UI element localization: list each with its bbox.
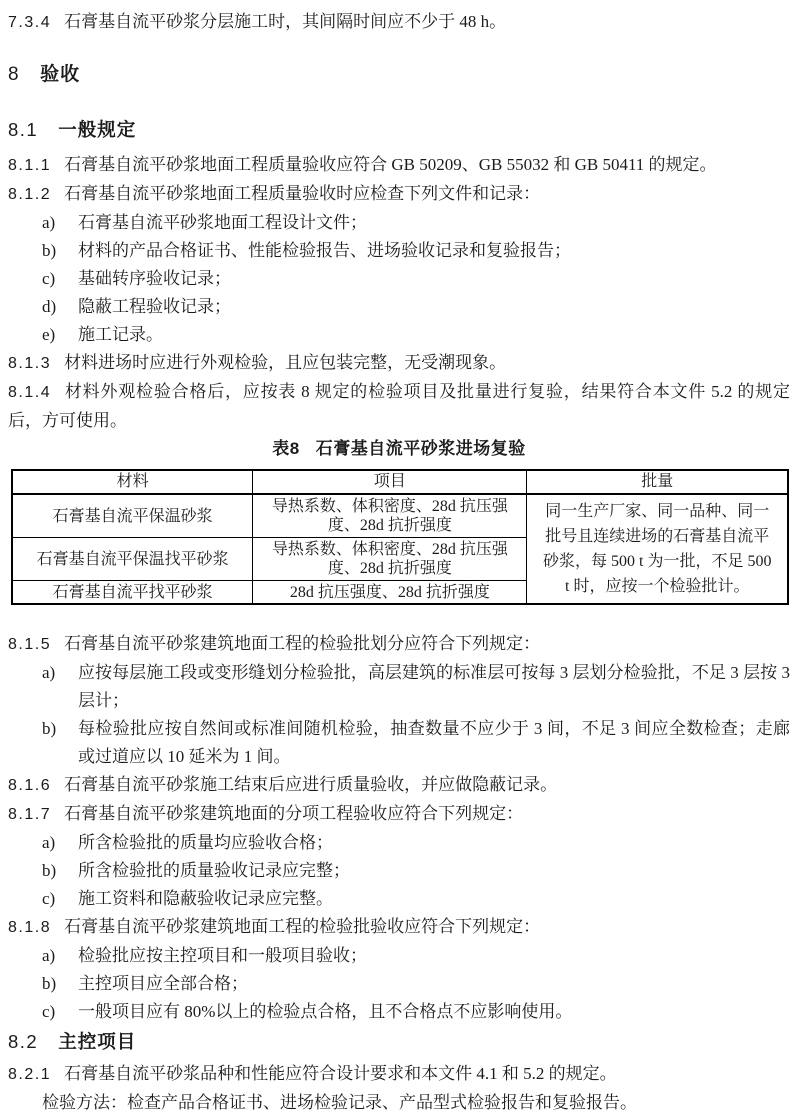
list-item-b — [8, 237, 790, 265]
inspection-method-line — [8, 1089, 790, 1117]
list-item-b — [8, 857, 790, 885]
item-marker: a) — [42, 663, 56, 682]
table-header-row — [12, 470, 788, 494]
clause-text: 石膏基自流平砂浆分层施工时，其间隔时间应不少于 48 h。 — [64, 12, 507, 31]
header-item: 项目 — [253, 470, 527, 494]
item-marker: d) — [42, 297, 57, 316]
clause-8-1-7 — [8, 800, 790, 829]
list-item-c — [8, 885, 790, 913]
item-marker: b) — [42, 974, 57, 993]
item-marker: b) — [42, 241, 57, 260]
list-item-e — [8, 321, 790, 349]
item-text: 主控项目应全部合格； — [78, 974, 248, 993]
list-item-d — [8, 293, 790, 321]
clause-number: 8.1.6 — [8, 777, 52, 794]
clause-text: 材料进场时应进行外观检验，且应包装完整，无受潮现象。 — [64, 353, 507, 372]
section-number: 8.1 — [8, 119, 39, 140]
item-text: 每检验批应按自然间或标准间随机检验，抽查数量不应少于 3 间，不足 3 间应全数检查；走廊或过道应以 10 延米为 1 间。 — [78, 719, 790, 766]
item-marker: a) — [42, 946, 56, 965]
section-title: 验收 — [40, 64, 81, 85]
item-marker: b) — [42, 861, 57, 880]
cell-batch: 同一生产厂家、同一品种、同一批号且连续进场的石膏基自流平砂浆，每 500 t 为一批，不足 500 t 时，应按一个检验批计。 — [527, 494, 788, 604]
cell-item: 导热系数、体积密度、28d 抗压强度、28d 抗折强度 — [253, 538, 527, 581]
header-batch: 批量 — [527, 470, 788, 494]
clause-text: 石膏基自流平砂浆建筑地面工程的检验批验收应符合下列规定： — [64, 917, 541, 936]
item-marker: a) — [42, 833, 56, 852]
list-item-a — [8, 659, 790, 715]
method-text: 检验方法：检查产品合格证书、进场检验记录、产品型式检验报告和复验报告。 — [42, 1093, 637, 1112]
cell-material: 石膏基自流平保温找平砂浆 — [12, 538, 253, 581]
table-name: 石膏基自流平砂浆进场复验 — [315, 439, 526, 458]
table-8 — [11, 469, 789, 605]
item-text: 隐蔽工程验收记录； — [78, 297, 231, 316]
list-item-b — [8, 970, 790, 998]
clause-number: 8.1.7 — [8, 806, 52, 823]
clause-text: 石膏基自流平砂浆建筑地面的分项工程验收应符合下列规定： — [64, 804, 524, 823]
item-marker: a) — [42, 213, 56, 232]
clause-number: 8.1.8 — [8, 919, 52, 936]
item-text: 施工记录。 — [78, 325, 163, 344]
section-title: 一般规定 — [58, 119, 137, 140]
item-marker: c) — [42, 1002, 56, 1021]
clause-number: 8.2.1 — [8, 1066, 52, 1083]
clause-number: 8.1.3 — [8, 355, 52, 372]
item-text: 石膏基自流平砂浆地面工程设计文件； — [78, 213, 367, 232]
clause-number: 8.1.5 — [8, 636, 52, 653]
clause-8-1-4 — [8, 378, 790, 435]
clause-text: 材料外观检验合格后，应按表 8 规定的检验项目及批量进行复验，结果符合本文件 5.2 的规定后，方可使用。 — [8, 382, 790, 430]
item-text: 应按每层施工段或变形缝划分检验批，高层建筑的标准层可按每 3 层划分检验批，不足 3 层按 3 层计； — [78, 663, 790, 710]
clause-text: 石膏基自流平砂浆地面工程质量验收时应检查下列文件和记录： — [64, 184, 541, 203]
section-title: 主控项目 — [58, 1031, 137, 1052]
clause-number: 8.1.2 — [8, 186, 52, 203]
item-text: 材料的产品合格证书、性能检验报告、进场验收记录和复验报告； — [78, 241, 571, 260]
clause-number: 8.1.1 — [8, 157, 52, 174]
clause-number: 8.1.4 — [8, 384, 52, 401]
clause-8-1-6 — [8, 771, 790, 800]
table-row — [12, 494, 788, 538]
table-8-caption — [8, 435, 790, 463]
item-text: 施工资料和隐蔽验收记录应完整。 — [78, 889, 333, 908]
table-label: 表8 — [272, 439, 300, 458]
list-item-c — [8, 998, 790, 1026]
header-material: 材料 — [12, 470, 253, 494]
list-item-a — [8, 209, 790, 237]
cell-material: 石膏基自流平找平砂浆 — [12, 581, 253, 605]
item-text: 所含检验批的质量均应验收合格； — [78, 833, 333, 852]
item-text: 所含检验批的质量验收记录应完整； — [78, 861, 350, 880]
clause-8-1-8 — [8, 913, 790, 942]
clause-number: 7.3.4 — [8, 14, 52, 31]
cell-item: 导热系数、体积密度、28d 抗压强度、28d 抗折强度 — [253, 494, 527, 538]
section-number: 8.2 — [8, 1031, 39, 1052]
cell-material: 石膏基自流平保温砂浆 — [12, 494, 253, 538]
clause-8-1-3 — [8, 349, 790, 378]
clause-text: 石膏基自流平砂浆施工结束后应进行质量验收，并应做隐蔽记录。 — [64, 775, 558, 794]
section-heading-8-2 — [8, 1028, 790, 1056]
item-marker: e) — [42, 325, 56, 344]
clause-text: 石膏基自流平砂浆地面工程质量验收应符合 GB 50209、GB 55032 和 GB 50411 的规定。 — [64, 155, 717, 174]
clause-8-1-2 — [8, 180, 790, 209]
clause-7-3-4 — [8, 8, 790, 37]
clause-text: 石膏基自流平砂浆建筑地面工程的检验批划分应符合下列规定： — [64, 634, 541, 653]
section-number: 8 — [8, 64, 21, 85]
section-heading-8 — [8, 61, 790, 89]
list-item-b — [8, 715, 790, 771]
item-marker: b) — [42, 719, 57, 738]
cell-item: 28d 抗压强度、28d 抗折强度 — [253, 581, 527, 605]
list-item-c — [8, 265, 790, 293]
clause-8-1-5 — [8, 630, 790, 659]
item-marker: c) — [42, 269, 56, 288]
item-text: 一般项目应有 80%以上的检验点合格，且不合格点不应影响使用。 — [78, 1002, 573, 1021]
clause-8-1-1 — [8, 151, 790, 180]
clause-text: 石膏基自流平砂浆品种和性能应符合设计要求和本文件 4.1 和 5.2 的规定。 — [64, 1064, 617, 1083]
item-text: 基础转序验收记录； — [78, 269, 231, 288]
item-marker: c) — [42, 889, 56, 908]
item-text: 检验批应按主控项目和一般项目验收； — [78, 946, 367, 965]
list-item-a — [8, 942, 790, 970]
clause-8-2-1 — [8, 1060, 790, 1089]
section-heading-8-1 — [8, 116, 790, 144]
list-item-a — [8, 829, 790, 857]
